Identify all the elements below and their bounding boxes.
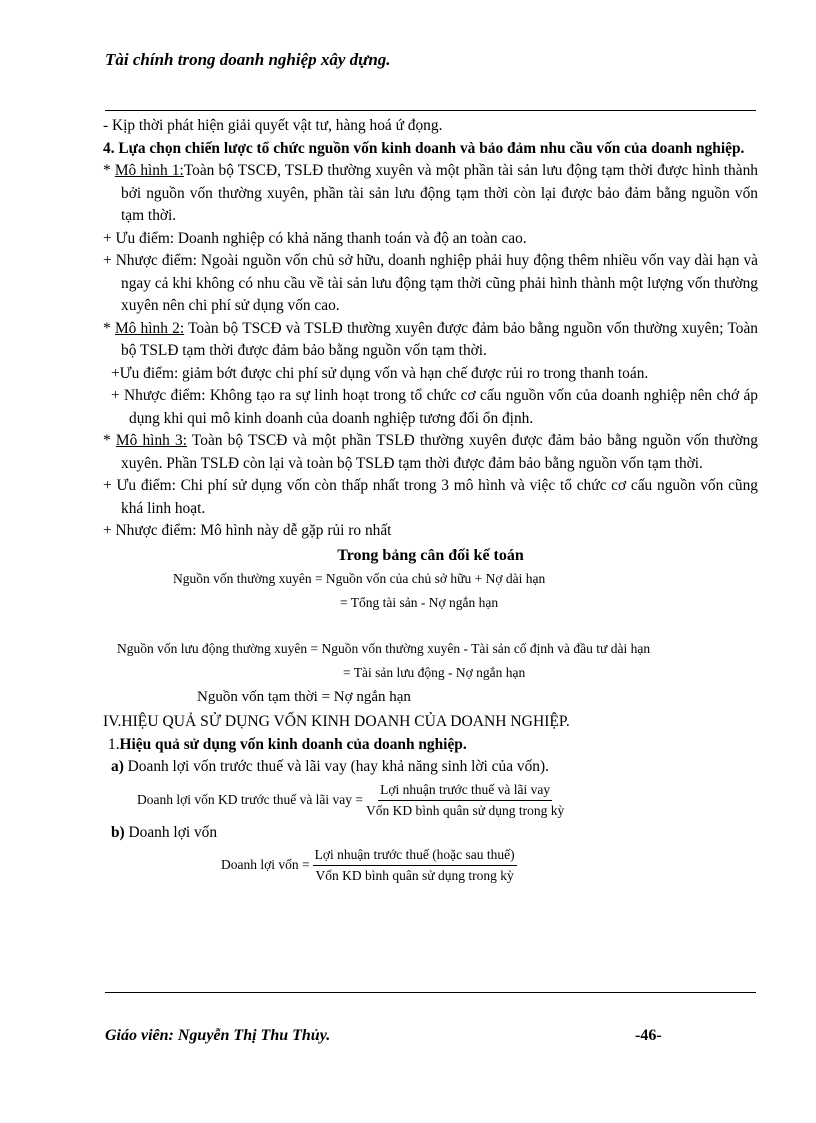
footer-teacher: Giáo viên: Nguyễn Thị Thu Thủy. bbox=[105, 1027, 331, 1044]
model-1-advantage: + Ưu điểm: Doanh nghiệp có khả năng thanh toán và độ an toàn cao. bbox=[103, 229, 527, 247]
formula-b-numerator: Lợi nhuận trước thuế (hoặc sau thuế) bbox=[313, 846, 517, 866]
model-2-disadvantage: + Nhược điểm: Không tạo ra sự linh hoạt trong tổ chức cơ cấu nguồn vốn của doanh nghiệp nên chớ áp dụng khi qui mô kinh doanh của doanh nghiệp tương đối ổn định. bbox=[111, 387, 758, 427]
formula-a-denominator: Vốn KD bình quân sử dụng trong kỳ bbox=[366, 802, 565, 818]
model-3-paragraph bbox=[103, 430, 758, 475]
footer-divider bbox=[105, 992, 756, 993]
model-2-paragraph bbox=[103, 318, 758, 363]
model-1-label: Mô hình 1: bbox=[114, 162, 184, 179]
bullet-inventory: - Kịp thời phát hiện giải quyết vật tư, hàng hoá ứ đọng. bbox=[103, 117, 443, 134]
formula-b-denominator: Vốn KD bình quân sử dụng trong kỳ bbox=[315, 868, 514, 883]
header-divider bbox=[105, 110, 756, 111]
model-3-disadvantage: + Nhược điểm: Mô hình này dễ gặp rủi ro nhất bbox=[103, 522, 392, 539]
item-b bbox=[103, 822, 758, 845]
formula-b-lhs: Doanh lợi vốn = bbox=[221, 857, 310, 873]
model-1-disadvantage: + Nhược điểm: Ngoài nguồn vốn chủ sở hữu, doanh nghiệp phải huy động thêm nhiều vốn vay dài hạn và ngay cả khi không có nhu cầu về tài sản lưu động tạm thời cũng phải hình thành một lượng vốn thường xuyên nên chi phí sử dụng vốn cao. bbox=[103, 252, 758, 314]
formula-working-capital: Nguồn vốn lưu động thường xuyên = Nguồn vốn thường xuyên - Tài sản cố định và đầu tư dài hạn bbox=[117, 641, 651, 656]
item-a-label: a) bbox=[111, 758, 124, 775]
model-1-text: Toàn bộ TSCĐ, TSLĐ thường xuyên và một phần tài sản lưu động tạm thời được hình thành bởi nguồn vốn thường xuyên, phần tài sản lưu động tạm thời còn lại được bảo đảm bằng nguồn vốn tạm thời. bbox=[121, 162, 758, 224]
page-number: -46- bbox=[635, 1027, 662, 1044]
balance-sheet-heading: Trong bảng cân đối kế toán bbox=[337, 546, 524, 564]
formula-permanent-capital-alt: = Tổng tài sản - Nợ ngắn hạn bbox=[340, 595, 499, 610]
page-body bbox=[103, 115, 758, 887]
formula-a-fraction bbox=[366, 781, 564, 820]
model-1-star: * bbox=[103, 162, 115, 179]
subsection-1-heading bbox=[103, 734, 758, 757]
formula-a-numerator: Lợi nhuận trước thuế và lãi vay bbox=[378, 781, 552, 801]
subsection-1-number: 1. bbox=[108, 735, 120, 753]
formula-working-capital-alt: = Tài sản lưu động - Nợ ngắn hạn bbox=[343, 665, 526, 680]
model-2-advantage: +Ưu điểm: giảm bớt được chi phí sử dụng vốn và hạn chế được rủi ro trong thanh toán. bbox=[111, 364, 649, 382]
model-2-star: * bbox=[103, 319, 115, 337]
item-a-text: Doanh lợi vốn trước thuế và lãi vay (hay khả năng sinh lời của vốn). bbox=[123, 758, 549, 775]
item-b-label: b) bbox=[111, 823, 125, 841]
formula-a-lhs: Doanh lợi vốn KD trước thuế và lãi vay = bbox=[137, 791, 364, 807]
model-3-advantage: + Ưu điểm: Chi phí sử dụng vốn còn thấp nhất trong 3 mô hình và việc tổ chức cơ cấu nguồn vốn cũng khá linh hoạt. bbox=[103, 477, 758, 517]
formula-temporary-capital: Nguồn vốn tạm thời = Nợ ngắn hạn bbox=[197, 689, 411, 705]
item-b-text: Doanh lợi vốn bbox=[124, 823, 218, 841]
model-1-paragraph bbox=[103, 160, 758, 228]
formula-a bbox=[103, 781, 758, 820]
model-2-label: Mô hình 2: bbox=[114, 319, 185, 337]
header-title: Tài chính trong doanh nghiệp xây dựng. bbox=[105, 50, 391, 69]
formula-b bbox=[103, 846, 758, 885]
model-2-text: Toàn bộ TSCĐ và TSLĐ thường xuyên được đảm bảo bằng nguồn vốn thường xuyên; Toàn bộ TSLĐ tạm thời được đảm bảo bằng nguồn vốn tạm thời. bbox=[121, 319, 758, 359]
formula-permanent-capital: Nguồn vốn thường xuyên = Nguồn vốn của chủ sở hữu + Nợ dài hạn bbox=[173, 571, 546, 586]
subsection-1-title: Hiệu quả sử dụng vốn kinh doanh của doanh nghiệp. bbox=[119, 735, 467, 753]
model-3-text: Toàn bộ TSCĐ và một phần TSLĐ thường xuyên được đảm bảo bằng nguồn vốn thường xuyên. Phần TSLĐ còn lại và toàn bộ TSLĐ tạm thời được đảm bảo bằng nguồn vốn tạm thời. bbox=[121, 432, 758, 472]
formula-spacer bbox=[103, 615, 758, 637]
model-3-star: * bbox=[103, 432, 116, 449]
section-heading-4: 4. Lựa chọn chiến lược tổ chức nguồn vốn kinh doanh và bảo đảm nhu cầu vốn của doanh nghiệp. bbox=[103, 139, 745, 157]
model-3-label: Mô hình 3: bbox=[115, 432, 188, 449]
item-a bbox=[103, 756, 758, 779]
formula-b-fraction bbox=[313, 846, 517, 885]
section-iv-heading: IV.HIỆU QUẢ SỬ DỤNG VỐN KINH DOANH CỦA DOANH NGHIỆP. bbox=[103, 713, 570, 730]
